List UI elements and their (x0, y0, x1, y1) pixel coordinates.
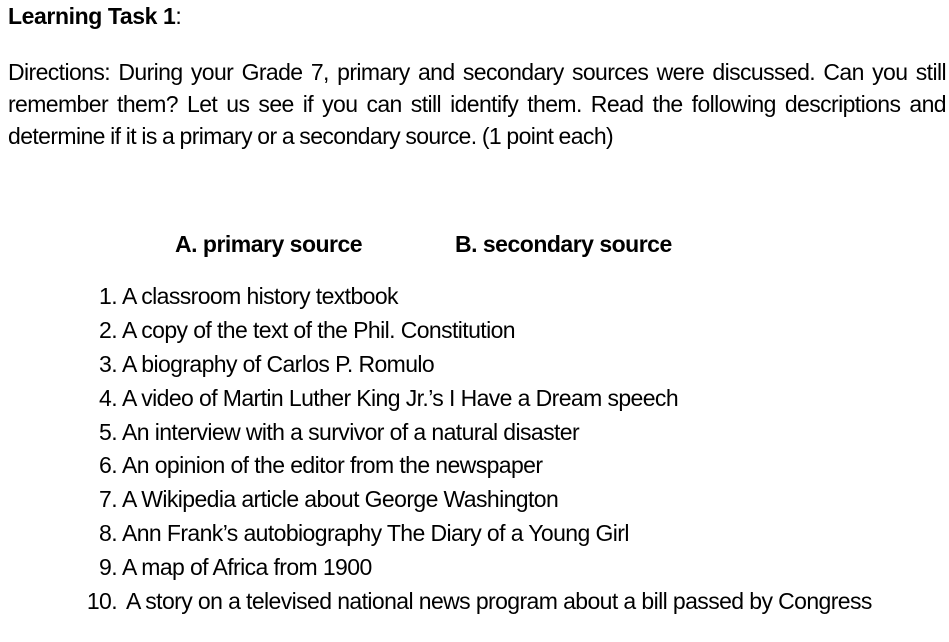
page-title (8, 2, 181, 30)
list-item (0, 552, 949, 586)
list-item (0, 518, 949, 552)
item-number: 1. (99, 283, 117, 309)
item-text: A map of Africa from 1900 (122, 554, 372, 581)
list-item (0, 417, 949, 451)
list-item (0, 281, 949, 315)
item-text: A copy of the text of the Phil. Constitution (122, 316, 515, 343)
item-text: A classroom history textbook (122, 283, 398, 309)
item-text: An interview with a survivor of a natural disaster (122, 418, 580, 445)
directions-paragraph: Directions: During your Grade 7, primary and secondary sources were discussed. Can you still remember them? Let us see if you can still identify them. Read the following descriptions and determine if it is a primary or a secondary source. (1 point each) (8, 59, 946, 149)
list-item (0, 383, 949, 417)
answer-choices (0, 228, 949, 260)
item-text: An opinion of the editor from the newspaper (122, 452, 543, 479)
list-item (0, 450, 949, 484)
list-item (0, 484, 949, 518)
item-text: A story on a televised national news program about a bill passed by Congress (126, 588, 872, 615)
task-title-colon: : (175, 3, 182, 29)
item-number: 8. (99, 520, 117, 547)
choice-primary-source: A. primary source (175, 231, 363, 257)
item-number: 2. (99, 316, 117, 343)
list-item (0, 586, 949, 620)
list-item (0, 349, 949, 383)
item-number: 4. (99, 384, 117, 411)
list-item (0, 315, 949, 349)
item-text: A video of Martin Luther King Jr.’s I Have a Dream speech (122, 384, 679, 411)
item-text: A biography of Carlos P. Romulo (122, 350, 435, 377)
choice-secondary-source: B. secondary source (455, 231, 672, 257)
task-title: Learning Task 1 (8, 3, 176, 29)
item-number: 6. (99, 452, 117, 479)
item-number: 10. (86, 588, 117, 615)
item-text: Ann Frank’s autobiography The Diary of a Young Girl (122, 520, 629, 547)
item-number: 9. (99, 554, 117, 581)
item-number: 7. (99, 486, 117, 513)
item-number: 3. (99, 350, 117, 377)
item-text: A Wikipedia article about George Washington (122, 486, 559, 513)
item-list (0, 281, 949, 620)
item-number: 5. (99, 418, 117, 445)
